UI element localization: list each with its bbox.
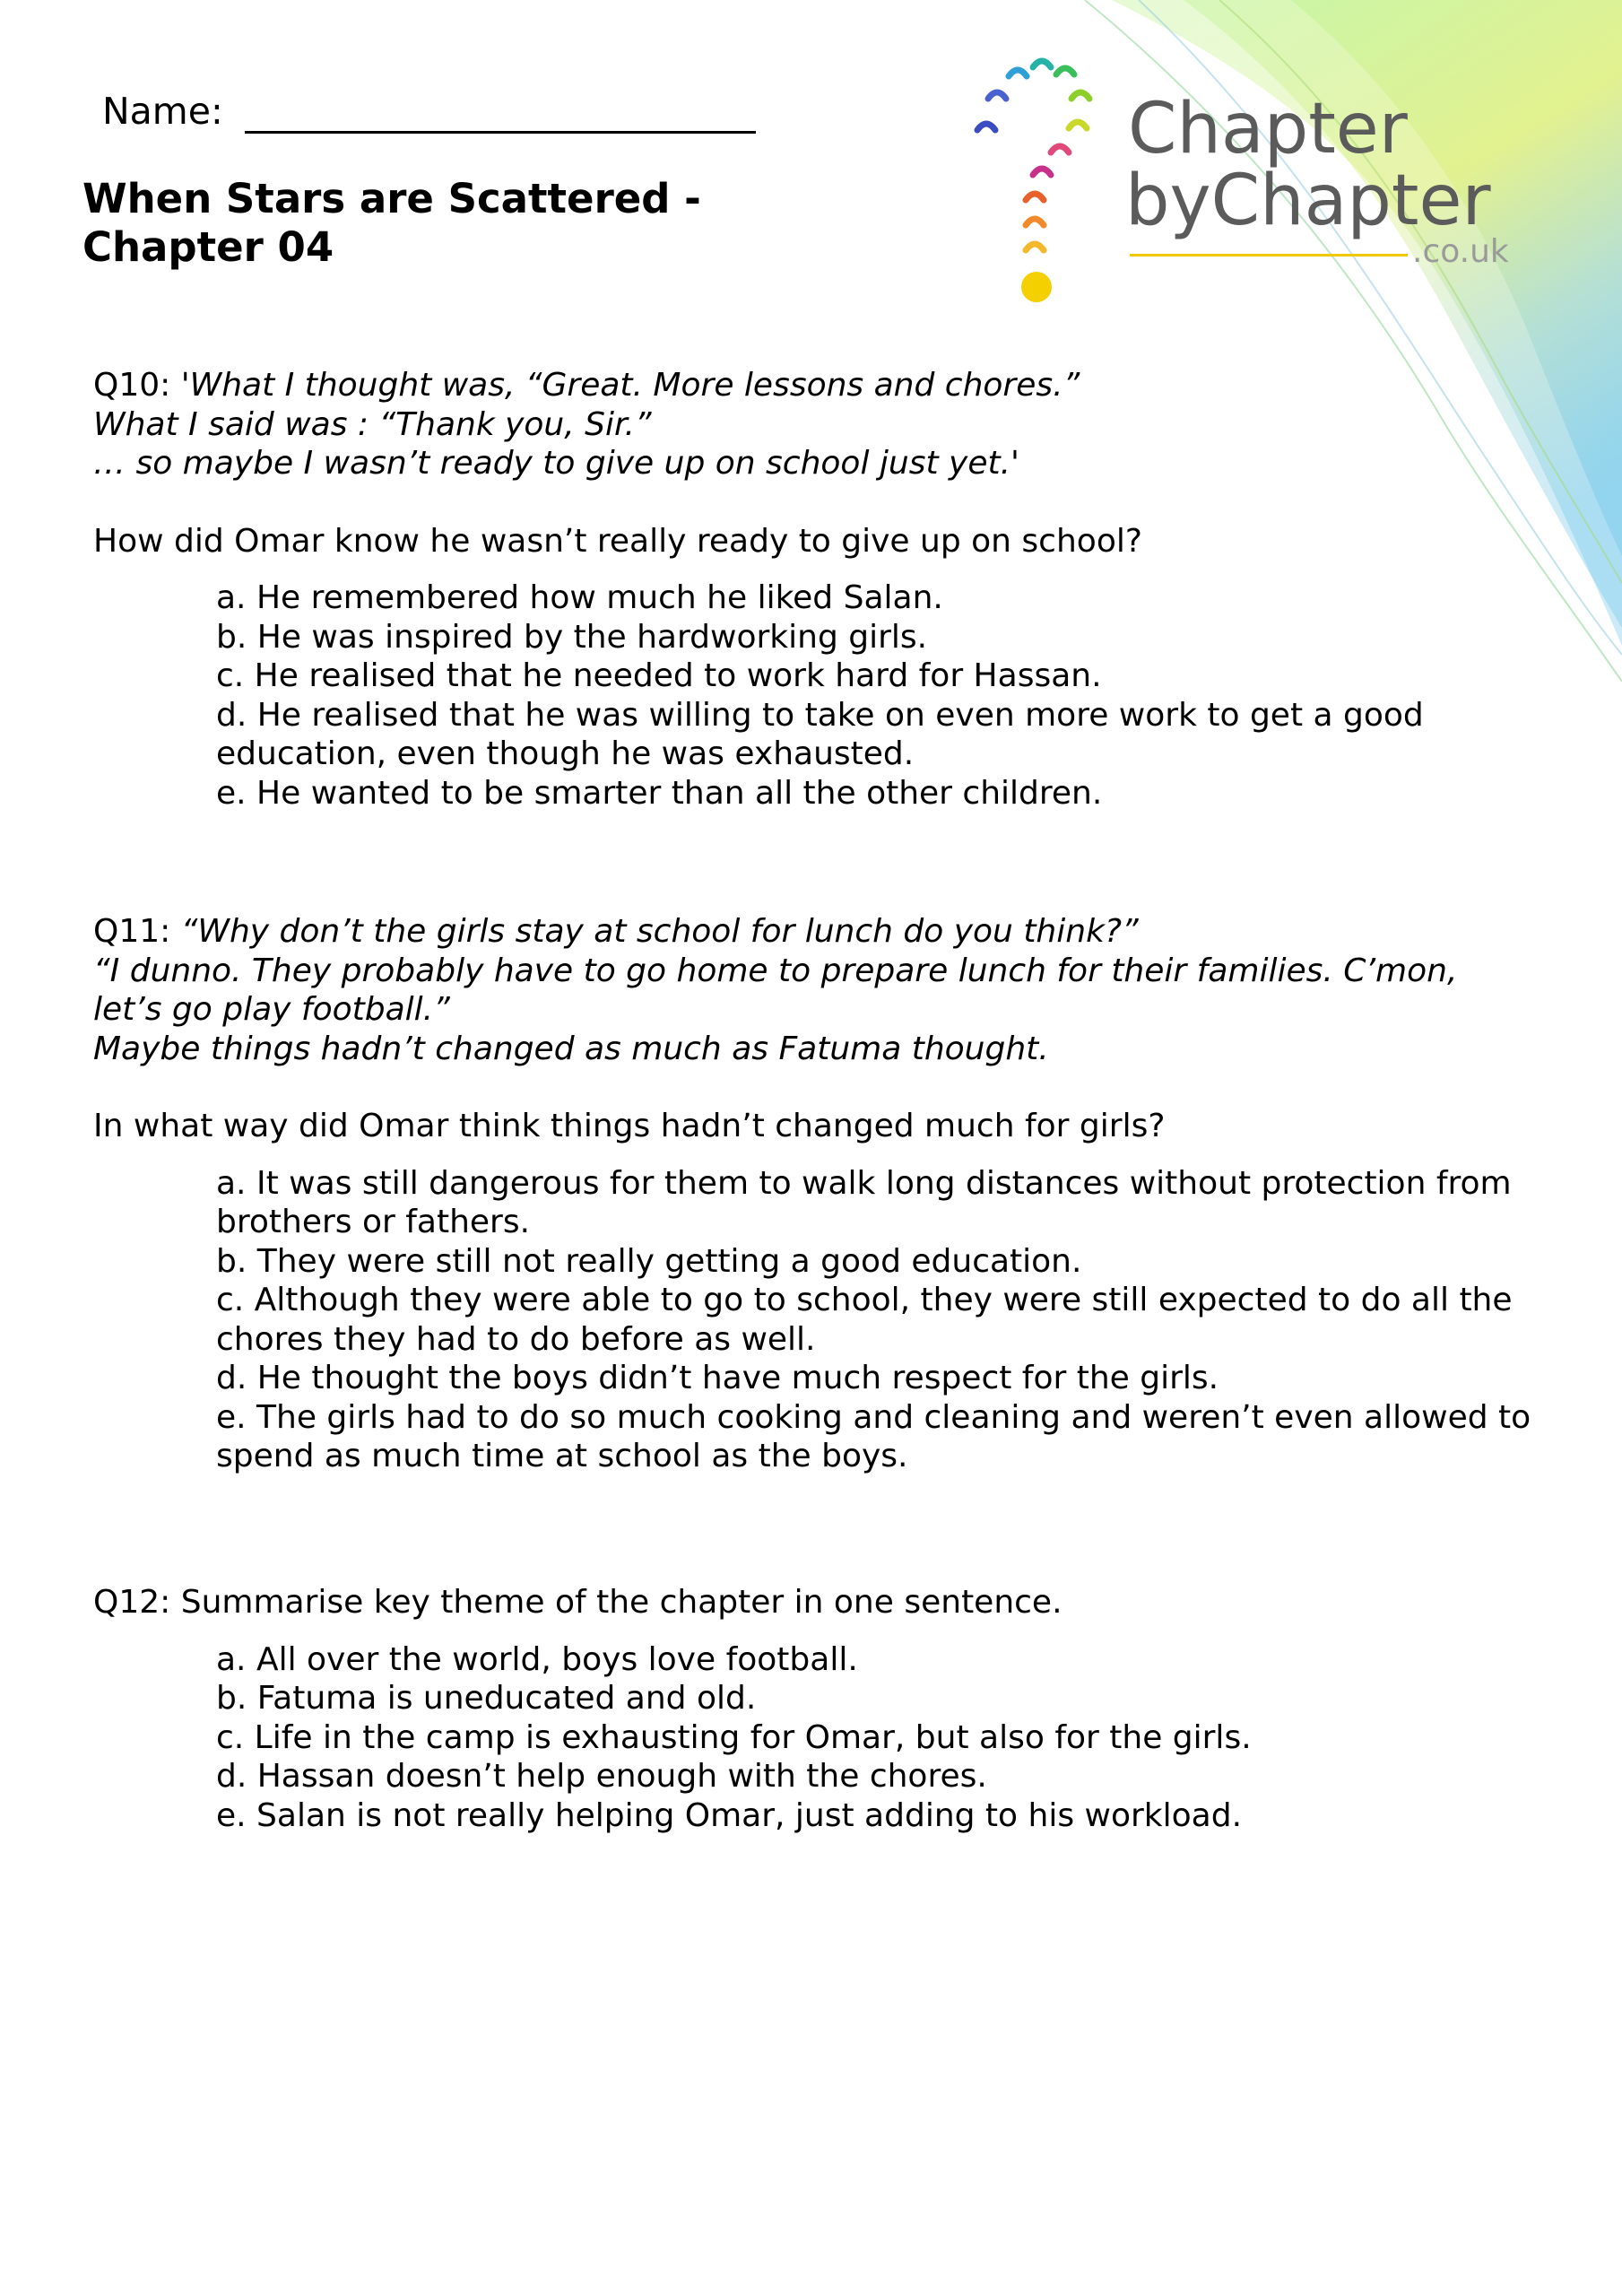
logo-text-bychapter-word: byChapter: [1125, 161, 1491, 241]
answer-options: [216, 1164, 1561, 1476]
question-prompt: [93, 1583, 1546, 1622]
quote-line: “I dunno. They probably have to go home to prepare lunch for their families. C’mon, let’s go play football.”: [93, 952, 1458, 1028]
answer-option[interactable]: e. The girls had to do so much cooking and cleaning and weren’t even allowed to spend as much time at school as the boys.: [216, 1398, 1531, 1474]
answer-option[interactable]: a. It was still dangerous for them to walk long distances without protection from brothers or fathers.: [216, 1164, 1512, 1240]
quote-line: 'What I thought was, “Great. More lessons and chores.”: [180, 367, 1080, 404]
answer-option[interactable]: b. Fatuma is uneducated and old.: [216, 1680, 757, 1717]
answer-option[interactable]: c. He realised that he needed to work hard for Hassan.: [216, 657, 1102, 694]
quote-line: Maybe things hadn’t changed as much as Fatuma thought.: [93, 1030, 1049, 1067]
logo-text-chapter: Chapter: [1128, 89, 1408, 170]
title-line-2: Chapter 04: [82, 223, 334, 271]
answer-options: [216, 578, 1561, 813]
logo-rule: [1130, 254, 1408, 257]
answer-option[interactable]: a. He remembered how much he liked Salan.: [216, 579, 943, 616]
question-12: [93, 1583, 1546, 1835]
answer-option[interactable]: c. Although they were able to go to school, they were still expected to do all the chores they had to do before as well.: [216, 1282, 1513, 1358]
answer-option[interactable]: b. He was inspired by the hardworking girls.: [216, 618, 928, 656]
logo-text-bychapter: [1125, 161, 1491, 241]
question-label: Q12:: [93, 1584, 171, 1621]
answer-option[interactable]: d. He thought the boys didn’t have much respect for the girls.: [216, 1360, 1219, 1396]
question-label: Q10:: [93, 367, 171, 404]
question-text: Summarise key theme of the chapter in one sentence.: [180, 1584, 1063, 1621]
question-prompt: How did Omar know he wasn’t really ready to give up on school?: [93, 522, 1142, 560]
answer-option[interactable]: b. They were still not really getting a good education.: [216, 1242, 1082, 1280]
name-input-line[interactable]: [245, 93, 756, 134]
title-line-1: When Stars are Scattered -: [82, 175, 701, 222]
question-11: [93, 912, 1546, 1476]
quote-line: “Why don’t the girls stay at school for lunch do you think?”: [180, 913, 1139, 950]
quote-line: … so maybe I wasn’t ready to give up on school just yet.': [93, 445, 1019, 482]
name-field: [102, 90, 756, 134]
question-prompt: In what way did Omar think things hadn’t changed much for girls?: [93, 1108, 1166, 1144]
answer-option[interactable]: d. Hassan doesn’t help enough with the chores.: [216, 1758, 987, 1795]
chapter-by-chapter-logo: [959, 49, 1533, 318]
logo-domain: .co.uk: [1412, 233, 1509, 270]
question-label: Q11:: [93, 913, 171, 950]
answer-options: [216, 1640, 1561, 1836]
book-question-mark-icon: [959, 49, 1103, 309]
answer-option[interactable]: e. He wanted to be smarter than all the other children.: [216, 774, 1103, 812]
question-10: [93, 366, 1546, 813]
answer-option[interactable]: a. All over the world, boys love football.: [216, 1640, 858, 1678]
quote-line: What I said was : “Thank you, Sir.”: [93, 405, 652, 443]
answer-option[interactable]: d. He realised that he was willing to take on even more work to get a good education, even though he was exhausted.: [216, 696, 1424, 772]
name-label: Name:: [102, 90, 223, 133]
answer-option[interactable]: c. Life in the camp is exhausting for Omar, but also for the girls.: [216, 1718, 1252, 1756]
answer-option[interactable]: e. Salan is not really helping Omar, just adding to his workload.: [216, 1796, 1243, 1834]
page-title: [82, 175, 889, 272]
